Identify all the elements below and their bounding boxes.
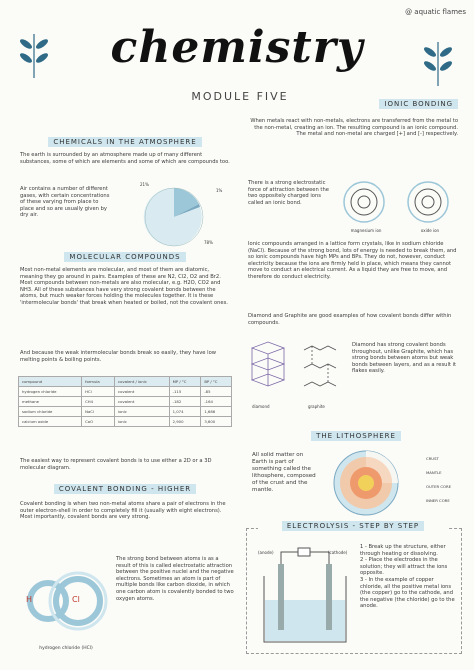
ionic-para-1: When metals react with non-metals, electrons are transferred from the metal to the non-metal, creating an ion. The resulting compound is an ionic compound. The metal and non-metal are charged [+] and [-] respectively.	[250, 118, 458, 138]
ionic-para-4: Diamond and Graphite are good examples of how covalent bonds differ within compounds.	[248, 313, 452, 326]
diamond-caption: diamond	[252, 404, 270, 409]
hcl-caption: hydrogen chloride (HCl)	[39, 646, 93, 651]
table-header-row	[19, 377, 232, 387]
table-cell: 2,900	[169, 417, 201, 427]
table-cell: ionic	[115, 407, 170, 417]
layer-label-inner-core: INNER CORE	[426, 498, 450, 503]
step-text: In the example of copper chloride, all the positive metal ions (the copper) go to the cathode, and the negative (the chloride) go to the anode.	[360, 576, 455, 610]
table-cell: -182	[169, 397, 201, 407]
lithosphere-heading: THE LITHOSPHERE	[286, 432, 426, 440]
pie-label-oxygen: 21%	[140, 182, 149, 187]
table-cell: 3,600	[201, 417, 232, 427]
module-label: MODULE FIVE	[191, 90, 289, 103]
earth-layers-diagram	[322, 448, 462, 518]
table-cell: CH4	[82, 397, 115, 407]
covalent-heading: COVALENT BONDING - HIGHER	[20, 485, 230, 493]
atom-label-h: H	[26, 595, 33, 604]
compound-table	[18, 376, 232, 427]
layer-label-mantle: MANTLE	[426, 470, 442, 475]
table-cell: 1,074	[169, 407, 201, 417]
step-text: Place the electrodes in the solution; they will attract the ions opposite.	[360, 557, 448, 577]
atmosphere-intro: The earth is surrounded by an atmosphere made up of many different substances, some of which are elements and some of which are compounds too.	[20, 152, 230, 165]
ionic-para-2: There is a strong electrostatic force of attraction between the two oppositely charged ions called an ionic bond.	[248, 180, 329, 206]
table-header: MP / °C	[169, 377, 201, 387]
table-cell: NaCl	[82, 407, 115, 417]
atmosphere-heading: CHEMICALS IN THE ATMOSPHERE	[20, 138, 230, 146]
lithosphere-text: All solid matter on Earth is part of something called the lithosphere, composed of the crust and the mantle.	[252, 452, 316, 493]
table-cell: HCl	[82, 387, 115, 397]
electrolysis-diagram	[252, 542, 358, 646]
layer-label-crust: CRUST	[426, 456, 439, 461]
electrolysis-heading: ELECTROLYSIS - STEP BY STEP	[258, 522, 448, 530]
air-pie-chart	[112, 180, 236, 254]
covalent-para-2: The strong bond between atoms is as a result of this is called electrostatic attraction between the positive nuclei and the negative electrons. Sometimes an atom is part of multiple bonds like carbon dioxide, in which one carbon atom is covalently bonded to two oxygen atoms.	[116, 556, 234, 602]
table-cell: -115	[169, 387, 201, 397]
molecular-heading: MOLECULAR COMPOUNDS	[20, 253, 230, 261]
table-row	[19, 397, 232, 407]
table-cell: -85	[201, 387, 232, 397]
table-cell: covalent	[115, 387, 170, 397]
graphite-caption: graphite	[308, 404, 325, 409]
table-cell: -164	[201, 397, 232, 407]
leaf-branch-right-icon	[418, 38, 458, 88]
molecular-para-1: Most non-metal elements are molecular, and most of them are diatomic, meaning they go around in pairs. Examples of these are N2, Cl2, O2 and Br2. Most compounds between non-metals are also molecular, e.g. H2O, CO2 and NH3. All of these substances have very strong covalent bonds between the atoms, but much weaker forces holding the molecules together. It is these 'intermolecular bonds' that break when heated or boiled, not the covalent ones.	[20, 267, 228, 306]
table-header: compound	[19, 377, 82, 387]
layer-label-outer-core: OUTER CORE	[426, 484, 452, 489]
step-item: 2 - Place the electrodes in the solution; they will attract the ions opposite.	[360, 557, 448, 577]
table-row	[19, 407, 232, 417]
table-cell: 1,686	[201, 407, 232, 417]
ionic-heading: IONIC BONDING	[248, 100, 458, 108]
table-cell: methane	[19, 397, 82, 407]
compound-table-wrap	[18, 376, 232, 427]
leaf-branch-left-icon	[14, 30, 54, 80]
lattice-diagrams	[248, 338, 348, 418]
anode-label: (anode)	[258, 550, 274, 555]
cathode-label: (cathode)	[328, 550, 348, 555]
ion-diagrams	[336, 176, 462, 236]
table-cell: hydrogen chloride	[19, 387, 82, 397]
table-header: BP / °C	[201, 377, 232, 387]
page-title: chemistry	[110, 22, 364, 73]
electrolysis-steps	[360, 544, 456, 610]
ionic-para-3: Ionic compounds arranged in a lattice form crystals, like in sodium chloride (NaCl). Because of the strong bond, lots of energy is needed to break them, and so ionic compounds have high MPs and BPs. They do not, however, conduct electricity because the ions are firmly held in place, which means they cannot move to conduct an electrical current. As a liquid they are free to move, and therefore do conduct electricity.	[248, 241, 457, 280]
table-cell: CaO	[82, 417, 115, 427]
covalent-para-1: Covalent bonding is when two non-metal atoms share a pair of electrons in the outer electron-shell in order to completely fill it (usually with eight electrons). Most importantly, covalent bonds are very strong.	[20, 501, 226, 521]
table-cell: calcium oxide	[19, 417, 82, 427]
magnesium-ion-caption: magnesium ion	[350, 228, 382, 233]
molecular-para-2: And because the weak intermolecular bonds break so easily, they have low melting points & boiling points.	[20, 350, 216, 363]
step-text: Break up the structure, either through heating or dissolving.	[360, 544, 446, 557]
oxide-ion-caption: oxide ion	[420, 228, 440, 233]
table-row	[19, 387, 232, 397]
step-item: 3 - In the example of copper chloride, all the positive metal ions (the copper) go to the cathode, and the negative (the chloride) go to the anode.	[360, 576, 455, 610]
atmosphere-air-text: Air contains a number of different gases, with certain concentrations of these varying from place to place and so are usually given by dry air.	[20, 186, 110, 219]
hcl-diagram	[18, 555, 114, 655]
atom-label-cl: Cl	[72, 595, 80, 604]
pie-label-other: 1%	[216, 188, 223, 193]
table-cell: ionic	[115, 417, 170, 427]
molecular-para-3: The easiest way to represent covalent bonds is to use either a 2D or a 3D molecular diagram.	[20, 458, 212, 471]
table-cell: sodium chloride	[19, 407, 82, 417]
table-header: formula	[82, 377, 115, 387]
author-handle: @ aquatic flames	[405, 8, 466, 16]
table-header: covalent / ionic	[115, 377, 170, 387]
step-item: 1 - Break up the structure, either through heating or dissolving.	[360, 544, 446, 557]
ionic-para-5: Diamond has strong covalent bonds throughout, unlike Graphite, which has strong bonds between atoms but weak bonds between layers, and as a result it flakes easily.	[352, 342, 457, 375]
table-cell: covalent	[115, 397, 170, 407]
table-row	[19, 417, 232, 427]
pie-label-nitrogen: 78%	[204, 240, 213, 245]
